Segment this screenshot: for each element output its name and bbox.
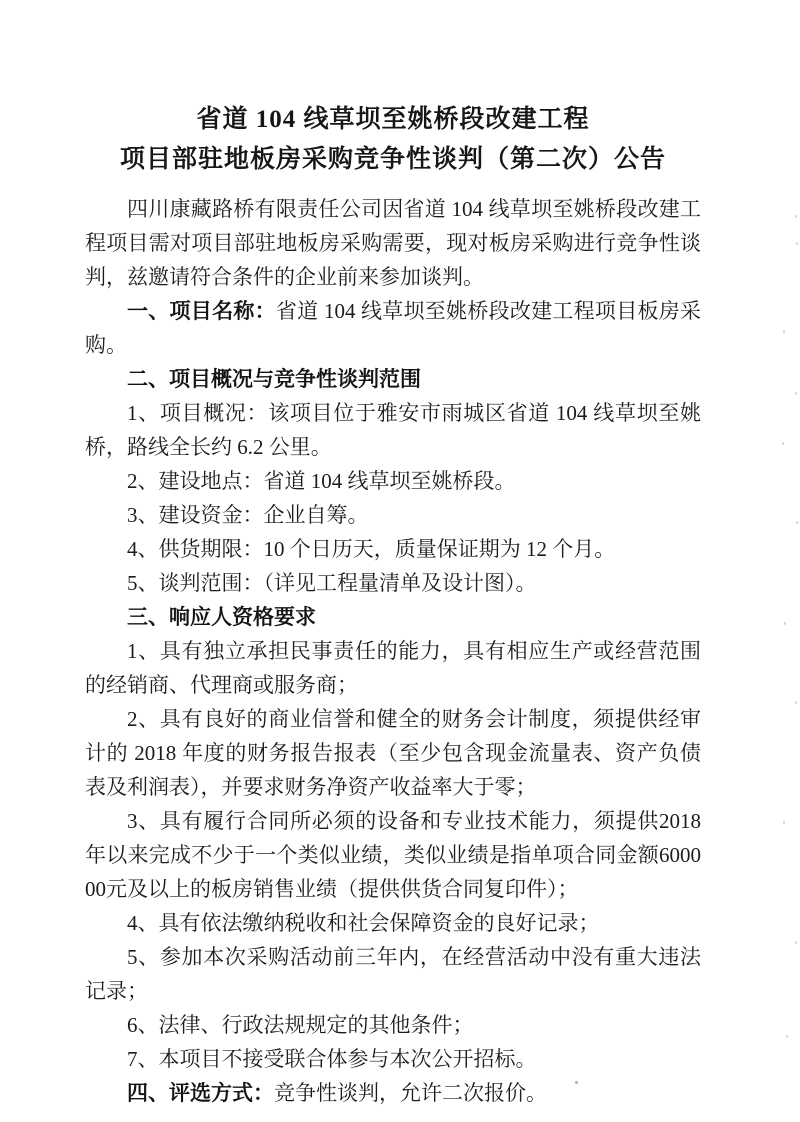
paragraph: [85, 804, 701, 906]
scan-artifact: [783, 330, 785, 333]
scan-artifact: [784, 622, 786, 625]
scan-artifact: [795, 941, 797, 944]
paragraph-text: 4、具有依法缴纳税收和社会保障资金的良好记录；: [127, 911, 600, 935]
paragraph-text: 3、建设资金：企业自筹。: [127, 503, 369, 527]
document-content: [85, 100, 701, 1110]
paragraph-text: 2、具有良好的商业信誉和健全的财务会计制度，须提供经审计的 2018 年度的财务报告报表（至少包含现金流量表、资产负债表及利润表），并要求财务净资产收益率大于零；: [85, 707, 701, 799]
paragraph-bold-prefix: 二、项目概况与竞争性谈判范围: [127, 367, 421, 391]
paragraph: [85, 906, 701, 940]
paragraph: [85, 600, 701, 634]
scan-artifact: [786, 1035, 788, 1038]
paragraph-bold-prefix: 四、评选方式：: [127, 1081, 274, 1105]
scan-artifact: [796, 521, 798, 524]
paragraph-text: 3、具有履行合同所必须的设备和专业技术能力，须提供2018年以来完成不少于一个类似业绩，类似业绩是指单项合同金额600000元及以上的板房销售业绩（提供供货合同复印件）；: [85, 809, 701, 901]
scan-artifact: [795, 392, 797, 395]
paragraph: [85, 294, 701, 362]
scan-artifact: [783, 821, 785, 824]
paragraph: [85, 634, 701, 702]
paragraph-text: 4、供货期限：10 个日历天，质量保证期为 12 个月。: [127, 537, 616, 561]
paragraph: [85, 566, 701, 600]
scan-artifact: [795, 701, 797, 704]
paragraph-text: 1、项目概况：该项目位于雅安市雨城区省道 104 线草坝至姚桥，路线全长约 6.2 公里。: [85, 401, 701, 459]
paragraph: [85, 362, 701, 396]
paragraph: [85, 464, 701, 498]
paragraph: [85, 940, 701, 1008]
paragraph-text: 7、本项目不接受联合体参与本次公开招标。: [127, 1047, 537, 1071]
document-body: [85, 192, 701, 1110]
paragraph-text: 2、建设地点：省道 104 线草坝至姚桥段。: [127, 469, 516, 493]
paragraph-text: 竞争性谈判，允许二次报价。: [274, 1081, 547, 1105]
scan-artifact: [796, 242, 798, 245]
paragraph: [85, 192, 701, 294]
paragraph: [85, 532, 701, 566]
scan-artifact: [782, 442, 784, 445]
paragraph-text: 省道 104 线草坝至姚桥段改建工程项目板房采购。: [85, 299, 702, 357]
paragraph-bold-prefix: 三、响应人资格要求: [127, 605, 316, 629]
document-title-line1: 省道 104 线草坝至姚桥段改建工程: [196, 106, 590, 133]
paragraph: [85, 1042, 701, 1076]
paragraph-bold-prefix: 一、项目名称：: [127, 299, 276, 323]
paragraph: [85, 1008, 701, 1042]
paragraph-text: 6、法律、行政法规规定的其他条件；: [127, 1013, 474, 1037]
paragraph: [85, 702, 701, 804]
scan-artifact: [795, 215, 797, 218]
paragraph-text: 5、参加本次采购活动前三年内，在经营活动中没有重大违法记录；: [85, 945, 701, 1003]
paragraph: [85, 498, 701, 532]
paragraph-text: 1、具有独立承担民事责任的能力，具有相应生产或经营范围的经销商、代理商或服务商；: [85, 639, 701, 697]
scan-artifact: [575, 1081, 578, 1084]
document-title-line2: 项目部驻地板房采购竞争性谈判（第二次）公告: [119, 146, 666, 173]
paragraph-text: 四川康藏路桥有限责任公司因省道 104 线草坝至姚桥段改建工程项目需对项目部驻地板房采购需要，现对板房采购进行竞争性谈判，兹邀请符合条件的企业前来参加谈判。: [85, 197, 701, 289]
paragraph: [85, 396, 701, 464]
paragraph: [85, 1076, 701, 1110]
paragraph-text: 5、谈判范围：（详见工程量清单及设计图）。: [127, 571, 537, 595]
